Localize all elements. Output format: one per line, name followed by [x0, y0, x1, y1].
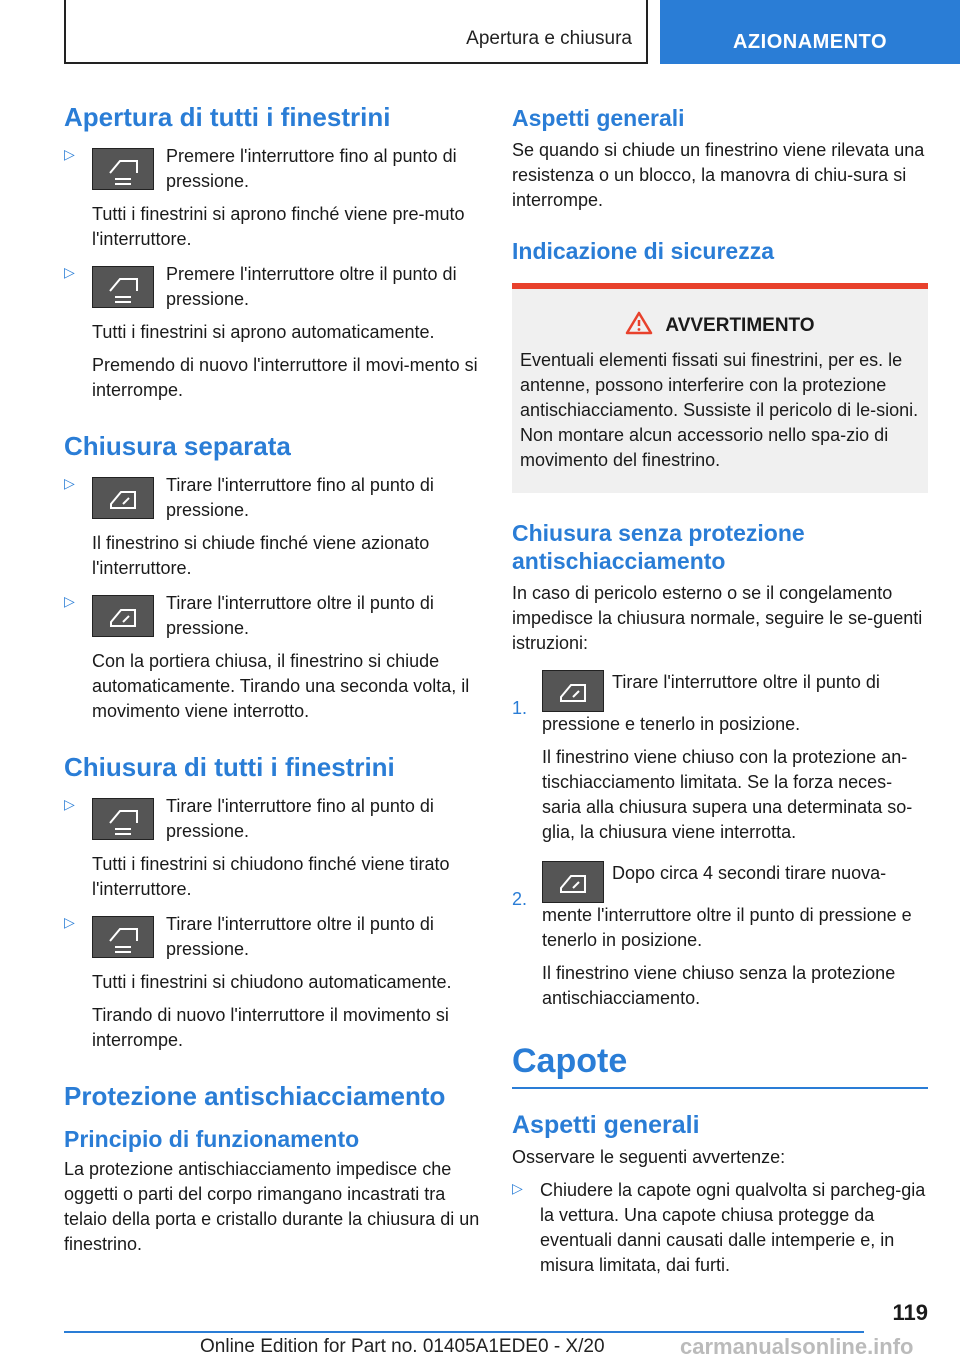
- numbered-step: [512, 670, 928, 845]
- item-subtext: Tutti i finestrini si chiudono finché viene tirato l'interruttore.: [92, 854, 450, 899]
- item-text: Tirare l'interruttore oltre il punto di pressione.: [166, 593, 434, 638]
- triangle-bullet-icon: ▷: [64, 796, 75, 812]
- item-subtext: Tutti i finestrini si aprono finché viene pre-muto l'interruttore.: [92, 204, 465, 249]
- window-switch-icon: [92, 148, 154, 190]
- subheading-principle: Principio di funzionamento: [64, 1126, 360, 1152]
- window-switch-icon: [92, 266, 154, 308]
- footer-divider: [64, 1331, 864, 1333]
- heading-capote: Capote: [512, 1042, 628, 1080]
- list-item: [64, 473, 480, 581]
- item-text: Tirare l'interruttore fino al punto di pressione.: [166, 796, 434, 841]
- paragraph-principle: La protezione antischiacciamento impedisce che oggetti o parti del corpo rimangano incastrati tra telaio della porta e cristallo durante la chiusura di un finestrino.: [64, 1159, 480, 1254]
- list-item: [64, 794, 480, 902]
- heading-anti-pinch: Protezione antischiacciamento: [64, 1081, 446, 1111]
- left-column: [64, 100, 480, 1257]
- watermark: carmanualsonline.info: [680, 1334, 914, 1359]
- list-item: [64, 591, 480, 724]
- step-text: Dopo circa 4 secondi tirare nuova-mente l'interruttore oltre il punto di pressione e tenerlo in posizione.: [542, 863, 912, 950]
- numbered-step: [512, 861, 928, 1011]
- item-subtext: Premendo di nuovo l'interruttore il movi-mento si interrompe.: [92, 355, 478, 400]
- triangle-bullet-icon: ▷: [512, 1180, 523, 1196]
- paragraph-general: Se quando si chiude un finestrino viene rilevata una resistenza o un blocco, la manovra di chiu-sura si interrompe.: [512, 140, 925, 210]
- step-subtext: Il finestrino viene chiuso senza la protezione antischiacciamento.: [542, 963, 896, 1008]
- warning-text: Eventuali elementi fissati sui finestrini, per es. le antenne, possono interferire con la protezione antischiacciamento. Sussiste il pericolo di le-sioni. Non montare alcun accessorio nello spa-zio di movimento del finestrino.: [520, 350, 919, 470]
- heading-open-all: Apertura di tutti i finestrini: [64, 102, 391, 132]
- item-text: Tirare l'interruttore fino al punto di pressione.: [166, 475, 434, 520]
- header-chapter-label: AZIONAMENTO: [732, 31, 887, 53]
- warning-box: [512, 289, 928, 493]
- heading-safety: Indicazione di sicurezza: [512, 238, 775, 264]
- subheading-capote-general: Aspetti generali: [512, 1111, 700, 1139]
- item-text: Premere l'interruttore fino al punto di pressione.: [166, 146, 457, 191]
- door-switch-icon: [92, 595, 154, 637]
- item-subtext: Tirando di nuovo l'interruttore il movimento si interrompe.: [92, 1005, 449, 1050]
- door-switch-icon: [542, 861, 604, 903]
- page-number: 119: [892, 1300, 928, 1325]
- triangle-bullet-icon: ▷: [64, 264, 75, 280]
- header-chapter-tab: [660, 0, 960, 64]
- paragraph-capote-intro: Osservare le seguenti avvertenze:: [512, 1147, 786, 1167]
- step-text: Tirare l'interruttore oltre il punto di pressione e tenerlo in posizione.: [542, 672, 880, 734]
- triangle-bullet-icon: ▷: [64, 914, 75, 930]
- item-subtext: Tutti i finestrini si aprono automaticamente.: [92, 322, 435, 342]
- heading-close-all: Chiusura di tutti i finestrini: [64, 752, 395, 782]
- door-switch-icon: [92, 477, 154, 519]
- item-text: Premere l'interruttore oltre il punto di pressione.: [166, 264, 457, 309]
- paragraph-no-protection: In caso di pericolo esterno o se il congelamento impedisce la chiusura normale, seguire le se-guenti istruzioni:: [512, 583, 923, 653]
- step-subtext: Il finestrino viene chiuso con la protezione an-tischiacciamento limitata. Se la forza neces-saria alla chiusura supera una determinata so-glia, la chiusura viene interrotta.: [542, 747, 913, 842]
- list-item: [64, 912, 480, 1053]
- item-text: Tirare l'interruttore oltre il punto di pressione.: [166, 914, 434, 959]
- footer-edition: Online Edition for Part no. 01405A1EDE0 - X/20: [200, 1336, 605, 1357]
- heading-general: Aspetti generali: [512, 105, 685, 131]
- door-switch-icon: [542, 670, 604, 712]
- item-subtext: Tutti i finestrini si chiudono automaticamente.: [92, 972, 452, 992]
- capote-divider: [512, 1087, 928, 1089]
- right-column: [512, 100, 928, 1278]
- header-frame: [64, 0, 648, 64]
- step-number: 2.: [512, 889, 528, 909]
- warning-triangle-icon: [625, 311, 653, 340]
- header-section-title: Apertura e chiusura: [466, 28, 632, 49]
- list-item: [64, 262, 480, 403]
- list-item: [64, 144, 480, 252]
- step-number: 1.: [512, 698, 528, 718]
- item-subtext: Il finestrino si chiude finché viene azionato l'interruttore.: [92, 533, 430, 578]
- warning-title: AVVERTIMENTO: [665, 314, 815, 336]
- window-switch-icon: [92, 798, 154, 840]
- triangle-bullet-icon: ▷: [64, 475, 75, 491]
- item-subtext: Con la portiera chiusa, il finestrino si chiude automaticamente. Tirando una seconda volta, il movimento viene interrotto.: [92, 651, 470, 721]
- heading-no-protection: Chiusura senza protezione antischiacciamento: [512, 520, 805, 574]
- triangle-bullet-icon: ▷: [64, 593, 75, 609]
- triangle-bullet-icon: ▷: [64, 146, 75, 162]
- list-item: [512, 1178, 928, 1278]
- heading-separate-close: Chiusura separata: [64, 431, 291, 461]
- item-text: Chiudere la capote ogni qualvolta si parcheg-gia la vettura. Una capote chiusa protegge da eventuali danni causati dalle intemperie e, in misura limitata, dai furti.: [540, 1180, 926, 1275]
- window-switch-icon: [92, 916, 154, 958]
